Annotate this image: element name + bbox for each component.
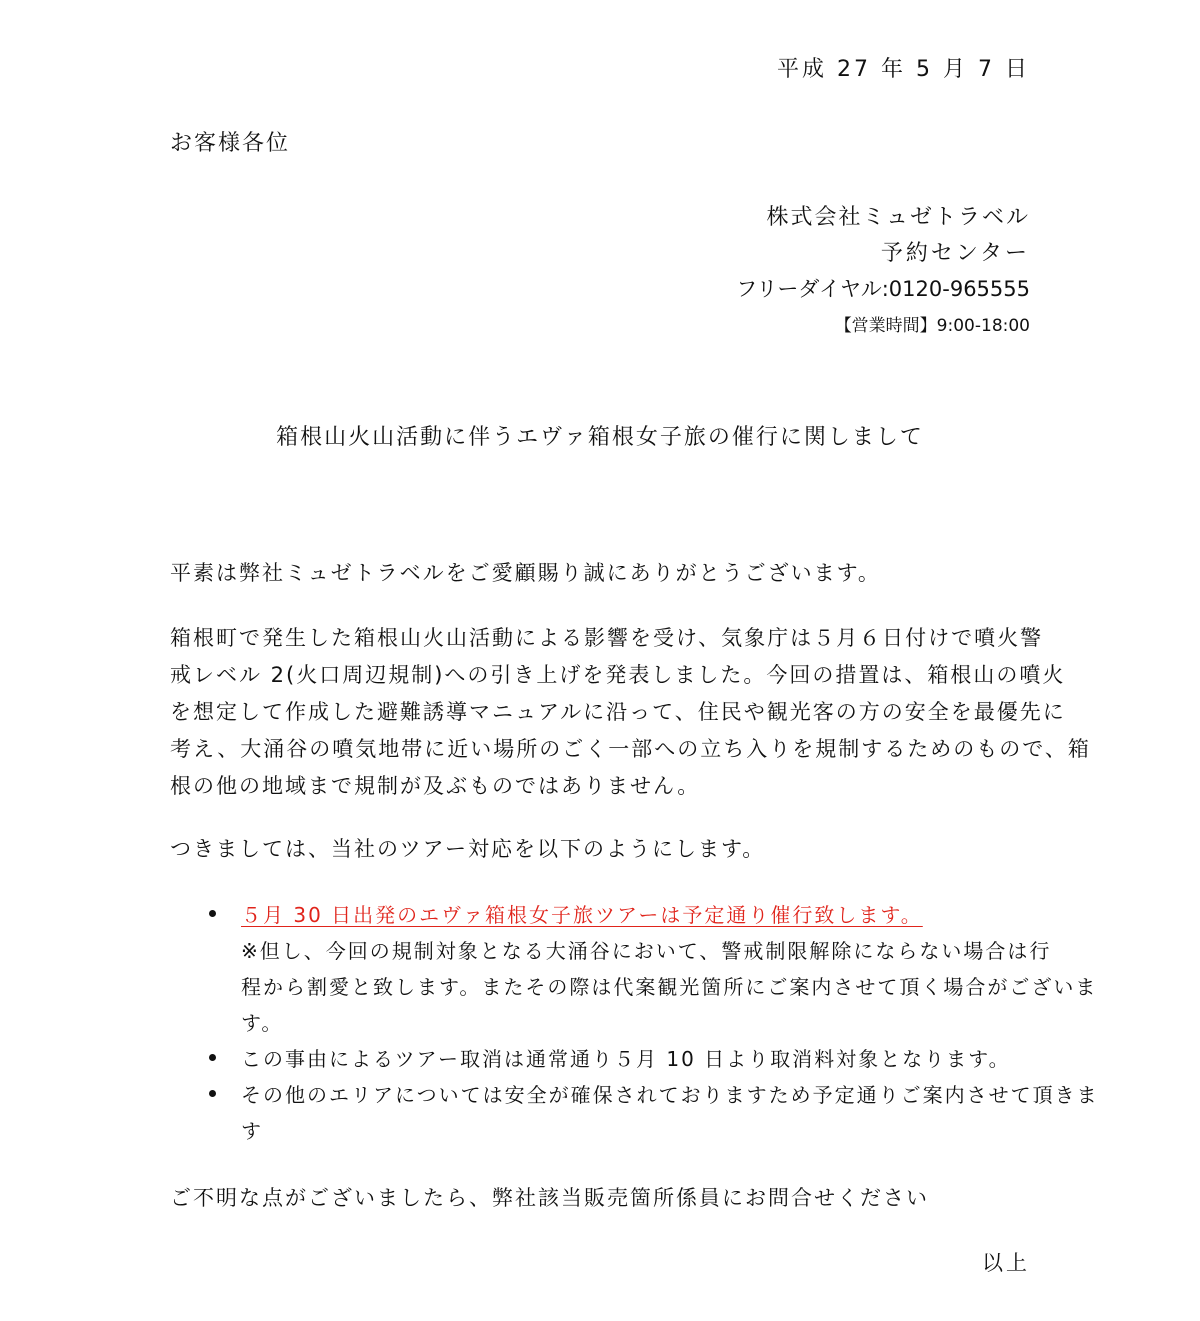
body-line: 戒レベル 2(火口周辺規制)への引き上げを発表しました。今回の措置は、箱根山の噴火 <box>170 663 1066 687</box>
phone-number: フリーダイヤル:0120-965555 <box>736 277 1030 301</box>
addressee: お客様各位 <box>170 131 291 156</box>
lead-paragraph: つきましては、当社のツアー対応を以下のようにします。 <box>170 837 766 861</box>
bullet-icon <box>209 910 216 917</box>
bullet-icon <box>209 1090 216 1097</box>
bullet-icon <box>209 1054 216 1061</box>
body-line: 根の他の地域まで規制が及ぶものではありません。 <box>170 774 701 798</box>
list-item-line: す <box>241 1119 263 1143</box>
closing-paragraph: ご不明な点がございましたら、弊社該当販売箇所係員にお問合せください <box>170 1186 929 1210</box>
list-item-line: ※但し、今回の規制対象となる大涌谷において、警戒制限解除にならない場合は行 <box>241 939 1052 963</box>
document-title: 箱根山火山活動に伴うエヴァ箱根女子旅の催行に関しまして <box>276 425 924 450</box>
list-item <box>205 1041 1035 1077</box>
list-item <box>205 1077 1099 1149</box>
body-line: 考え、大涌谷の噴気地帯に近い場所のごく一部への立ち入りを規制するためのもので、箱 <box>170 737 1091 761</box>
company-name: 株式会社ミュゼトラベル <box>766 205 1030 230</box>
greeting-paragraph: 平素は弊社ミュゼトラベルをご愛顧賜り誠にありがとうございます。 <box>170 561 881 585</box>
body-line: 箱根町で発生した箱根山火山活動による影響を受け、気象庁は５月６日付けで噴火警 <box>170 626 1044 650</box>
tour-policy-list <box>205 897 1099 1149</box>
list-item-line: この事由によるツアー取消は通常通り５月 10 日より取消料対象となります。 <box>241 1047 1011 1071</box>
body-paragraph <box>170 620 1091 805</box>
list-item <box>205 897 1098 1041</box>
business-hours: 【営業時間】9:00-18:00 <box>834 316 1030 336</box>
list-item-line: 程から割愛と致します。またその際は代案観光箇所にご案内させて頂く場合がございま <box>241 975 1098 999</box>
department-name: 予約センター <box>880 241 1030 266</box>
list-item-line: す。 <box>241 1011 284 1035</box>
highlight-notice: ５月 30 日出発のエヴァ箱根女子旅ツアーは予定通り催行致します。 <box>241 903 923 927</box>
list-item-line: その他のエリアについては安全が確保されておりますため予定通りご案内させて頂きま <box>241 1083 1099 1107</box>
end-mark: 以上 <box>982 1251 1030 1275</box>
body-line: を想定して作成した避難誘導マニュアルに沿って、住民や観光客の方の安全を最優先に <box>170 700 1066 724</box>
document-date: 平成 27 年 5 月 7 日 <box>777 57 1030 82</box>
